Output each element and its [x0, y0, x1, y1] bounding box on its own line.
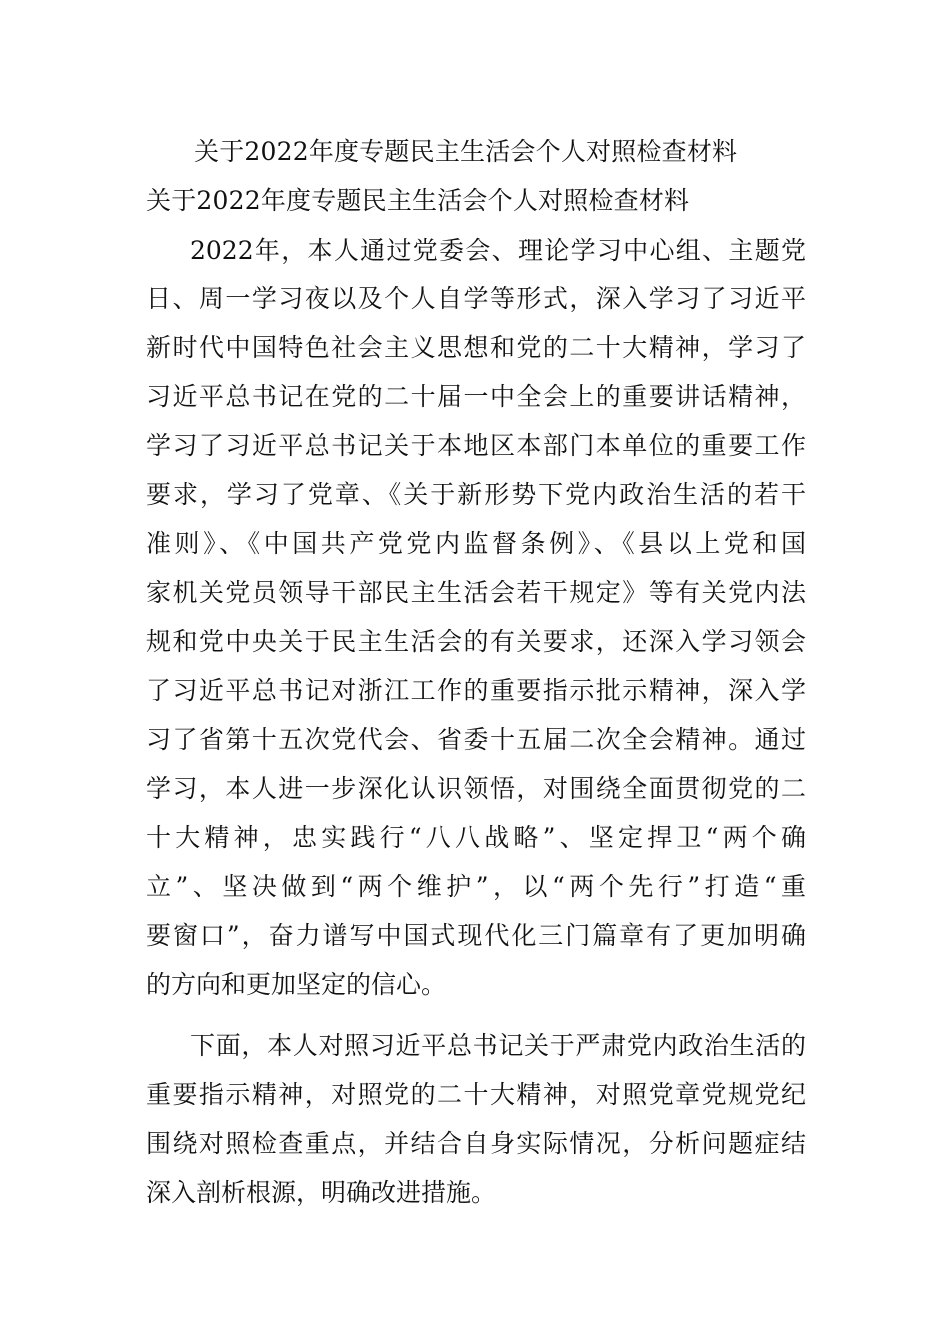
paragraph-line: 习了省第十五次党代会、省委十五届二次全会精神。通过 — [146, 725, 806, 754]
document-title-repeat: 关于2022年度专题民主生活会个人对照检查材料 — [146, 186, 690, 215]
paragraph-line: 规和党中央关于民主生活会的有关要求，还深入学习领会 — [146, 627, 806, 656]
paragraph-line: 立”、坚决做到“两个维护”，以“两个先行”打造“重 — [146, 872, 806, 901]
paragraph-line: 习近平总书记在党的二十届一中全会上的重要讲话精神， — [146, 382, 806, 411]
paragraph-line: 围绕对照检查重点，并结合自身实际情况，分析问题症结 — [146, 1129, 806, 1158]
paragraph-line: 要求，学习了党章、《关于新形势下党内政治生活的若干 — [146, 480, 806, 509]
paragraph-line: 的方向和更加坚定的信心。 — [146, 970, 447, 999]
paragraph-line: 准则》、《中国共产党党内监督条例》、《县以上党和国 — [146, 529, 806, 558]
paragraph-line: 要窗口”，奋力谱写中国式现代化三门篇章有了更加明确 — [146, 921, 806, 950]
paragraph-line: 日、周一学习夜以及个人自学等形式，深入学习了习近平 — [146, 284, 806, 313]
paragraph-line: 下面，本人对照习近平总书记关于严肃党内政治生活的 — [190, 1031, 806, 1060]
paragraph-line: 学习，本人进一步深化认识领悟，对围绕全面贯彻党的二 — [146, 774, 806, 803]
paragraph-line: 十大精神，忠实践行“八八战略”、坚定捍卫“两个确 — [146, 823, 806, 852]
paragraph-line: 了习近平总书记对浙江工作的重要指示批示精神，深入学 — [146, 676, 806, 705]
paragraph-line: 家机关党员领导干部民主生活会若干规定》等有关党内法 — [146, 578, 806, 607]
paragraph-line: 2022年，本人通过党委会、理论学习中心组、主题党 — [190, 236, 806, 265]
paragraph-line: 深入剖析根源，明确改进措施。 — [146, 1178, 497, 1207]
document-title: 关于2022年度专题民主生活会个人对照检查材料 — [194, 137, 738, 166]
paragraph-line: 学习了习近平总书记关于本地区本部门本单位的重要工作 — [146, 431, 806, 460]
paragraph-line: 重要指示精神，对照党的二十大精神，对照党章党规党纪 — [146, 1080, 806, 1109]
paragraph-line: 新时代中国特色社会主义思想和党的二十大精神，学习了 — [146, 333, 806, 362]
